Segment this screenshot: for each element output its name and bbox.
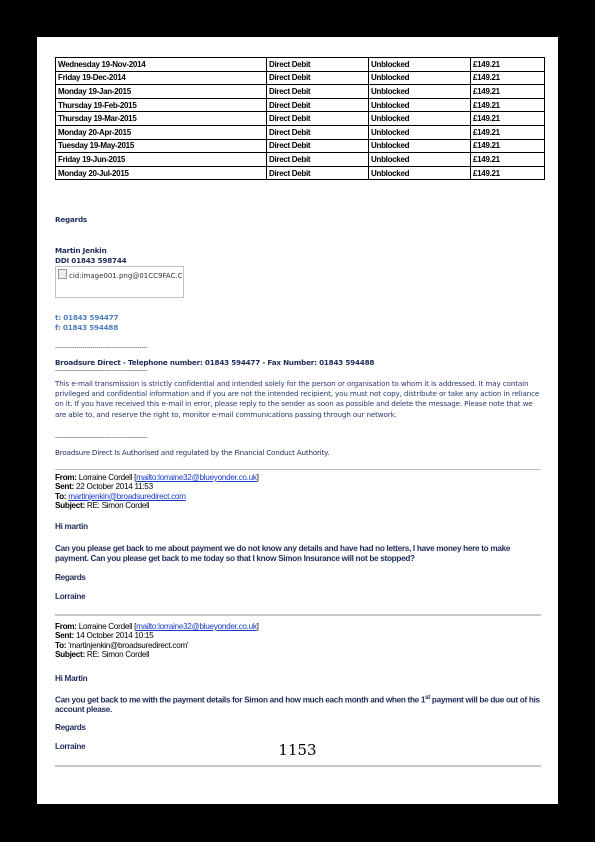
email1-header [55, 473, 259, 510]
bracket: ] [256, 473, 259, 482]
payment-status: Unblocked [369, 125, 471, 139]
divider-3: ----------------------------------------------- [55, 434, 148, 441]
signature-name: Martin Jenkin [55, 246, 107, 255]
email1-body: Can you please get back to me about payment we do not know any details and have had no letters, I have money here to make payment. Can you please get back to me today so that I know Simon Insurance will not be stopped? [55, 544, 511, 563]
payment-row [56, 98, 545, 112]
payment-status: Unblocked [369, 98, 471, 112]
signature-tel: t: 01843 594477 [55, 313, 119, 322]
payment-amount: £149.21 [471, 85, 545, 99]
email2-signoff: Lorraine [55, 742, 86, 751]
email2-sent-row [55, 631, 259, 640]
email2-subject-row [55, 650, 259, 659]
to-label: To: [55, 491, 67, 501]
email1-from: Lorraine Cordell [ [78, 473, 137, 482]
email1-to-link[interactable]: martinjenkin@broadsuredirect.com [68, 491, 186, 501]
email2-sent: 14 October 2014 10:15 [75, 631, 154, 641]
email1-from-row [55, 473, 259, 482]
email1-sent-row [55, 482, 259, 491]
payment-row [56, 139, 545, 153]
payment-row [56, 153, 545, 167]
payment-date: Friday 19-Jun-2015 [56, 153, 267, 167]
email1-regards: Regards [55, 573, 86, 582]
from-label: From: [55, 473, 77, 482]
email2-from: Lorraine Cordell [ [78, 622, 137, 631]
email1-sent: 22 October 2014 11:53 [75, 482, 153, 492]
payment-status: Unblocked [369, 85, 471, 99]
payment-amount: £149.21 [471, 58, 545, 72]
separator-1 [55, 469, 541, 470]
email2-body [55, 694, 540, 715]
divider-1: ----------------------------------------------- [55, 344, 148, 351]
signature-regards: Regards [55, 215, 87, 224]
email2-subject: RE: Simon Cordell [86, 649, 150, 659]
payment-amount: £149.21 [471, 71, 545, 85]
email2-body-part1: Can you get back to me with the payment details for Simon and how much each month and when the 1 [55, 695, 426, 705]
payment-status: Unblocked [369, 153, 471, 167]
payment-status: Unblocked [369, 112, 471, 126]
broken-image-icon [58, 269, 67, 279]
payment-schedule-table [55, 57, 545, 180]
payment-amount: £149.21 [471, 98, 545, 112]
payment-amount: £149.21 [471, 139, 545, 153]
email2-body-part2: payment will be due out of his account please. [55, 695, 540, 715]
payment-method: Direct Debit [267, 85, 369, 99]
payment-status: Unblocked [369, 58, 471, 72]
payment-method: Direct Debit [267, 139, 369, 153]
payment-status: Unblocked [369, 166, 471, 180]
sent-label: Sent: [55, 631, 74, 641]
page-number: 1153 [278, 741, 317, 759]
authorised-line: Broadsure Direct Is Authorised and regulated by the Financial Conduct Authority. [55, 448, 330, 457]
company-line: Broadsure Direct - Telephone number: 01843 594477 - Fax Number: 01843 594488 [55, 358, 375, 367]
subject-label: Subject: [55, 500, 85, 510]
email1-greeting: Hi martin [55, 522, 88, 531]
payment-status: Unblocked [369, 139, 471, 153]
payment-row [56, 125, 545, 139]
email1-from-link[interactable]: mailto:lorraine32@blueyonder.co.uk [136, 473, 257, 482]
payment-row [56, 85, 545, 99]
payment-date: Monday 20-Apr-2015 [56, 125, 267, 139]
email1-signoff: Lorraine [55, 592, 86, 601]
payment-date: Tuesday 19-May-2015 [56, 139, 267, 153]
subject-label: Subject: [55, 649, 85, 659]
email2-greeting: Hi Martin [55, 674, 88, 683]
payment-method: Direct Debit [267, 125, 369, 139]
email2-from-link[interactable]: mailto:lorraine32@blueyonder.co.uk [136, 622, 257, 631]
payment-date: Monday 20-Jul-2015 [56, 166, 267, 180]
to-label: To: [55, 640, 67, 650]
email2-from-row [55, 622, 259, 631]
payment-method: Direct Debit [267, 153, 369, 167]
signature-ddi: DDI 01843 598744 [55, 256, 127, 265]
separator-2 [55, 614, 541, 616]
payment-date: Monday 19-Jan-2015 [56, 85, 267, 99]
payment-amount: £149.21 [471, 112, 545, 126]
payment-amount: £149.21 [471, 125, 545, 139]
email1-subject-row [55, 501, 259, 510]
disclaimer: This e-mail transmission is strictly confidential and intended solely for the person or organisation to whom it is addressed. It may contain privileged and confidential information and if you are not the intended recipient, you must not copy, distribute or take any action in reliance on it. If you have received this e-mail in error, please reply to the sender as soon as possible and delete the message. Please note that we are able to, and reserve the right to, monitor e-mail communications passing through our network. [55, 379, 540, 419]
email1-to-row [55, 492, 259, 501]
divider-2: ----------------------------------------------- [55, 367, 148, 374]
payment-date: Thursday 19-Feb-2015 [56, 98, 267, 112]
payment-amount: £149.21 [471, 153, 545, 167]
payment-method: Direct Debit [267, 112, 369, 126]
email1-subject: RE: Simon Cordell [86, 500, 150, 510]
bracket: ] [256, 622, 259, 631]
signature-image-alt: cid:image001.png@01CC9FAC.C [69, 272, 183, 280]
email2-to: 'martinjenkin@broadsuredirect.com' [68, 640, 189, 650]
payment-row [56, 112, 545, 126]
email2-to-row [55, 641, 259, 650]
document-page [37, 37, 558, 804]
payment-date: Thursday 19-Mar-2015 [56, 112, 267, 126]
payment-date: Friday 19-Dec-2014 [56, 71, 267, 85]
payment-amount: £149.21 [471, 166, 545, 180]
email2-regards: Regards [55, 723, 86, 732]
payment-row [56, 166, 545, 180]
payment-method: Direct Debit [267, 166, 369, 180]
from-label: From: [55, 622, 77, 631]
email2-header [55, 622, 259, 659]
payment-method: Direct Debit [267, 58, 369, 72]
payment-status: Unblocked [369, 71, 471, 85]
payment-method: Direct Debit [267, 71, 369, 85]
payment-row [56, 58, 545, 72]
payment-date: Wednesday 19-Nov-2014 [56, 58, 267, 72]
signature-fax: f: 01843 594488 [55, 323, 119, 332]
signature-image-placeholder [55, 266, 184, 298]
payment-row [56, 71, 545, 85]
separator-3 [55, 765, 541, 767]
payment-method: Direct Debit [267, 98, 369, 112]
sent-label: Sent: [55, 482, 74, 492]
email2-body-sup: st [425, 695, 430, 701]
